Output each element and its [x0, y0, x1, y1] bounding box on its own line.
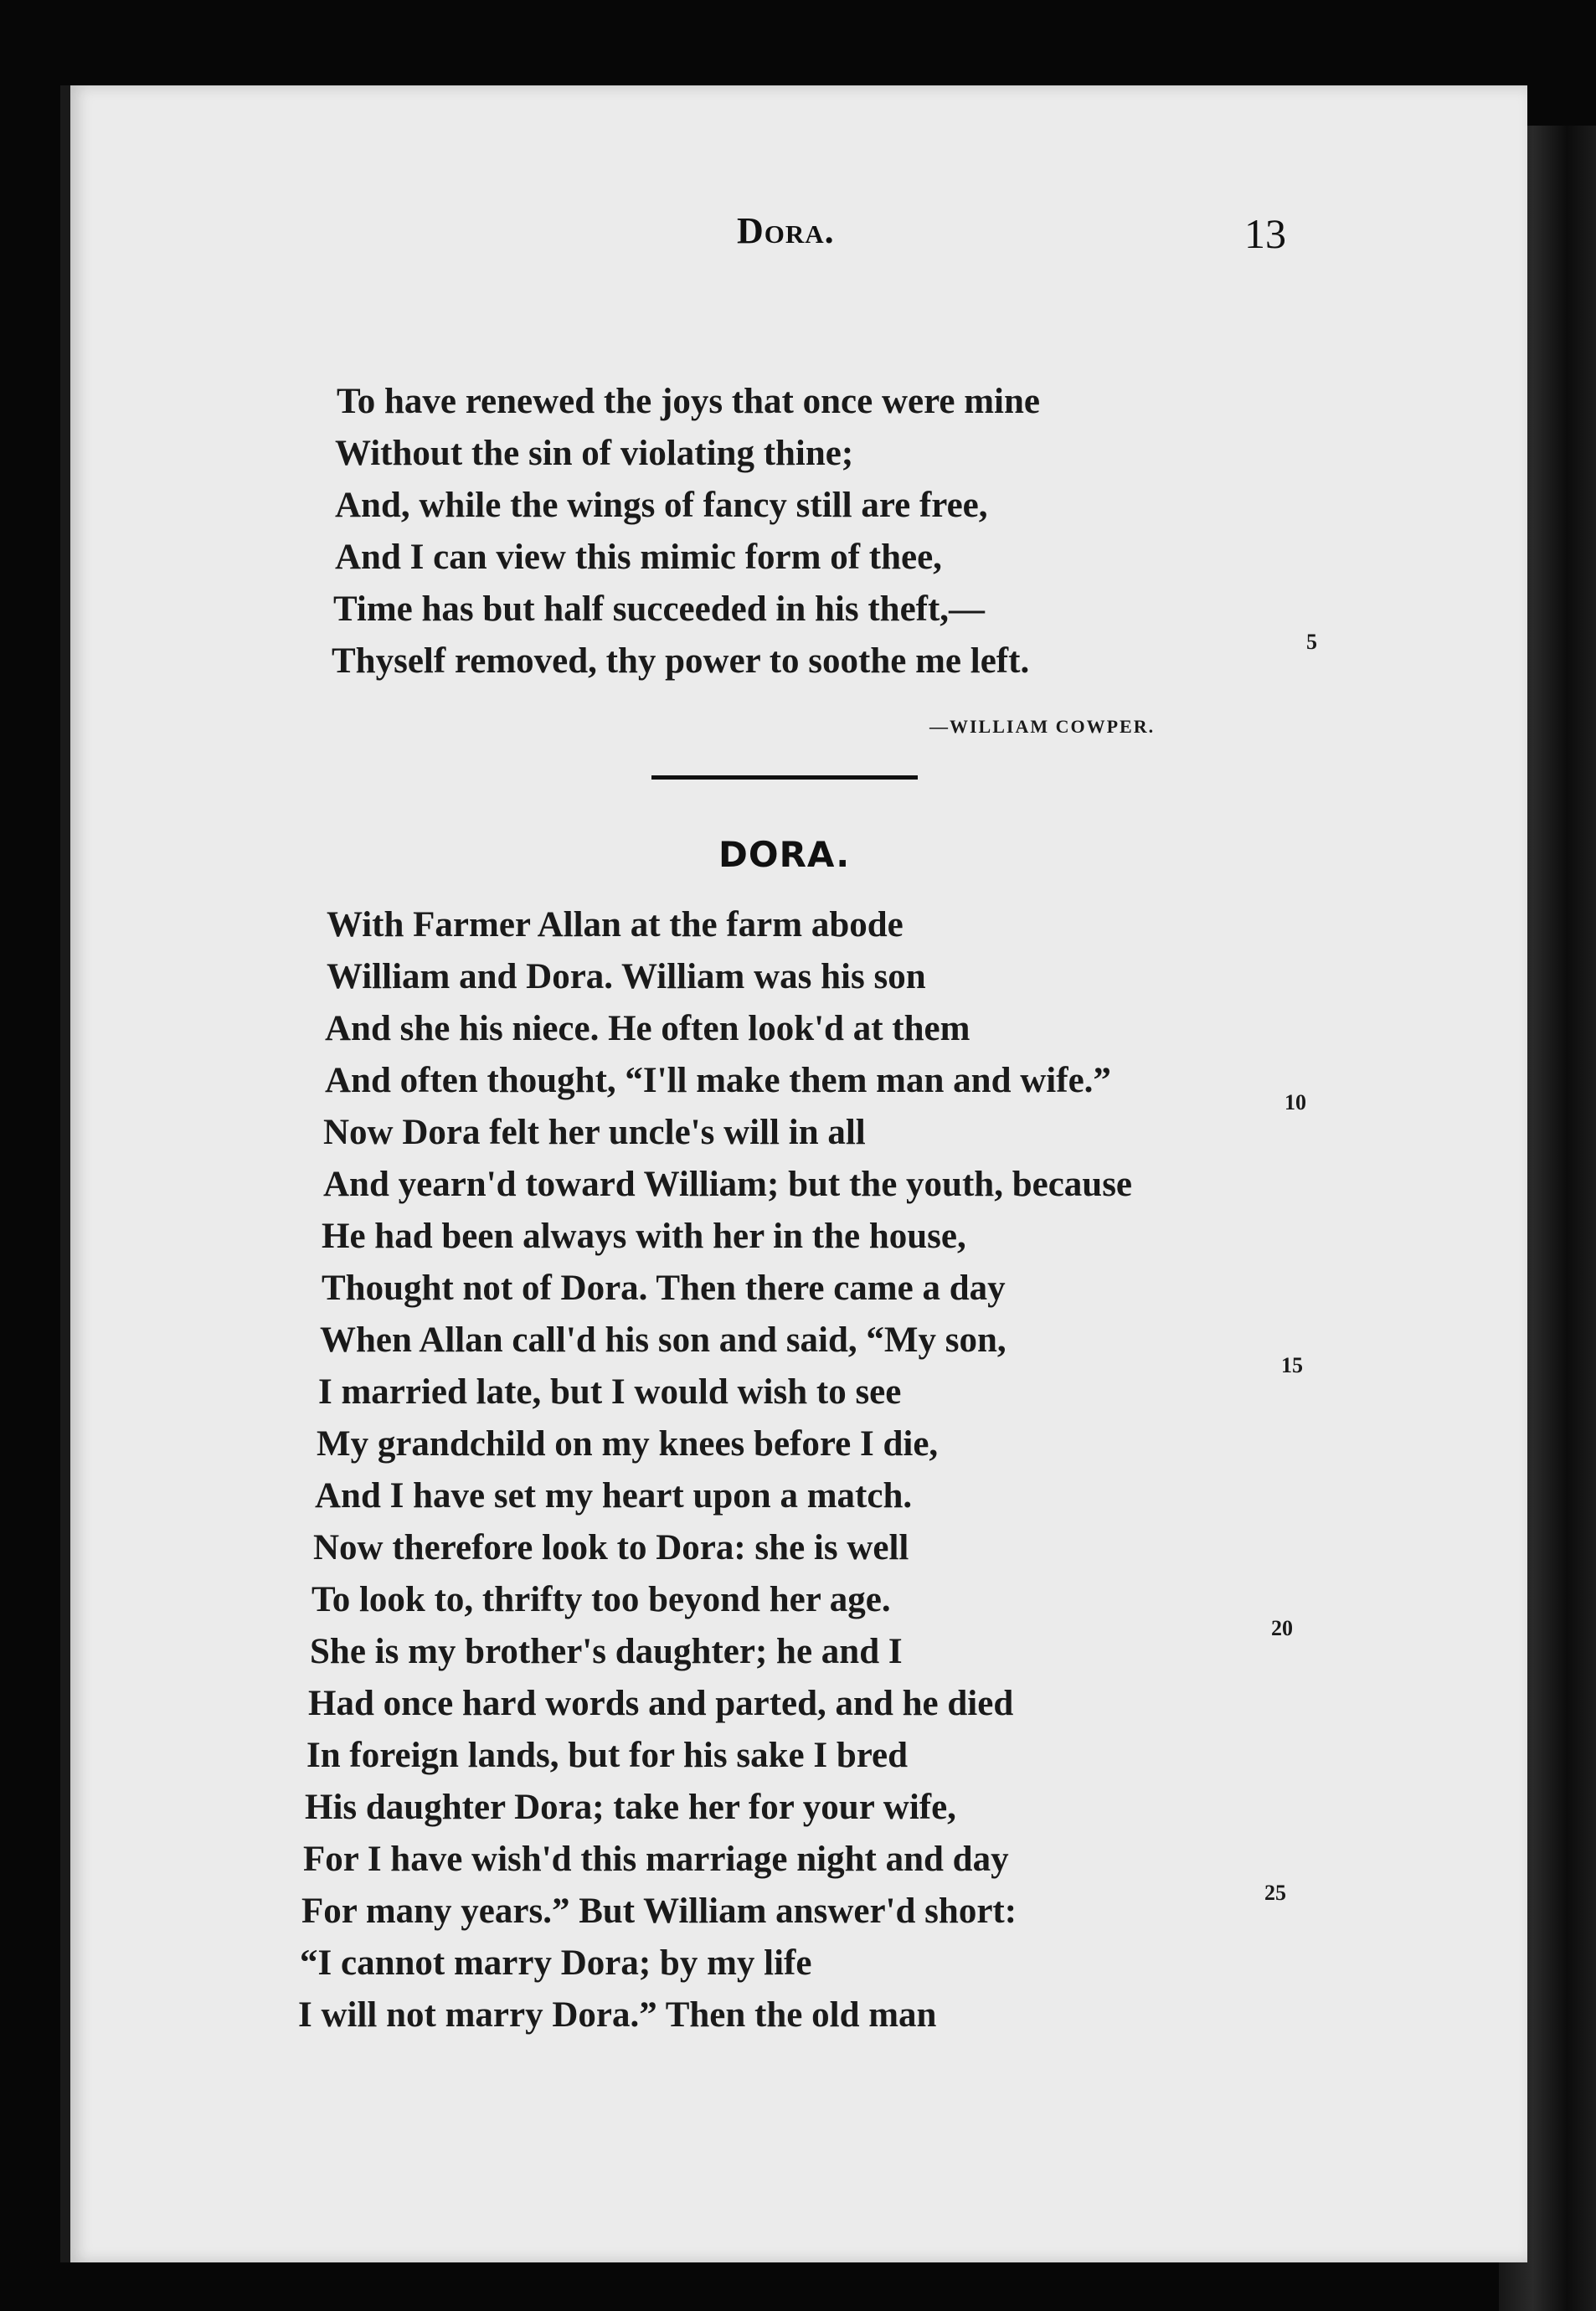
poem2-line: Thought not of Dora. Then there came a day: [322, 1269, 1006, 1308]
poem1-line: Without the sin of violating thine;: [335, 434, 854, 473]
poem2-line: For I have wish'd this marriage night and day: [303, 1840, 1009, 1879]
poem2-line: And yearn'd toward William; but the youth, because: [323, 1165, 1133, 1204]
poem2-line: To look to, thrifty too beyond her age.: [311, 1580, 891, 1619]
line-number: 25: [1264, 1881, 1286, 1905]
poem1-line: Thyself removed, thy power to soothe me left.: [332, 641, 1030, 681]
line-number: 15: [1281, 1353, 1303, 1377]
poem1-line: And I can view this mimic form of thee,: [335, 538, 942, 577]
attribution: —WILLIAM COWPER.: [929, 716, 1156, 737]
poem2-line: His daughter Dora; take her for your wife,: [305, 1788, 956, 1827]
poem2-line: And often thought, “I'll make them man and wife.”: [325, 1061, 1111, 1100]
poem2-line: He had been always with her in the house,: [322, 1217, 966, 1256]
page-number: 13: [1244, 210, 1286, 257]
poem2-line: William and Dora. William was his son: [327, 957, 926, 996]
section-divider: [651, 775, 918, 780]
running-head: Dora.: [737, 210, 835, 251]
poem2-line: With Farmer Allan at the farm abode: [327, 905, 904, 944]
poem2-line: She is my brother's daughter; he and I: [310, 1632, 903, 1671]
poem2-line: Had once hard words and parted, and he died: [308, 1684, 1014, 1723]
line-number: 10: [1285, 1090, 1306, 1114]
line-number: 5: [1306, 630, 1317, 654]
poem2-line: “I cannot marry Dora; by my life: [300, 1943, 812, 1983]
poem2-line: Now Dora felt her uncle's will in all: [323, 1113, 866, 1152]
line-number: 20: [1271, 1616, 1293, 1640]
poem2-line: And she his niece. He often look'd at them: [325, 1009, 970, 1048]
poem2-line: And I have set my heart upon a match.: [315, 1476, 913, 1516]
poem2-line: Now therefore look to Dora: she is well: [313, 1528, 909, 1567]
poem1-line: Time has but half succeeded in his theft,—: [333, 589, 986, 629]
poem2-line: For many years.” But William answer'd short:: [301, 1892, 1017, 1931]
poem2-line: In foreign lands, but for his sake I bred: [306, 1736, 909, 1775]
poem2-line: I married late, but I would wish to see: [318, 1372, 902, 1412]
poem1-line: And, while the wings of fancy still are free,: [335, 486, 988, 525]
poem1-line: To have renewed the joys that once were mine: [337, 382, 1040, 421]
poem2-line: I will not marry Dora.” Then the old man: [298, 1995, 937, 2035]
poem2-line: My grandchild on my knees before I die,: [317, 1424, 939, 1464]
poem2-line: When Allan call'd his son and said, “My son,: [320, 1320, 1007, 1360]
section-title: DORA.: [718, 834, 851, 875]
